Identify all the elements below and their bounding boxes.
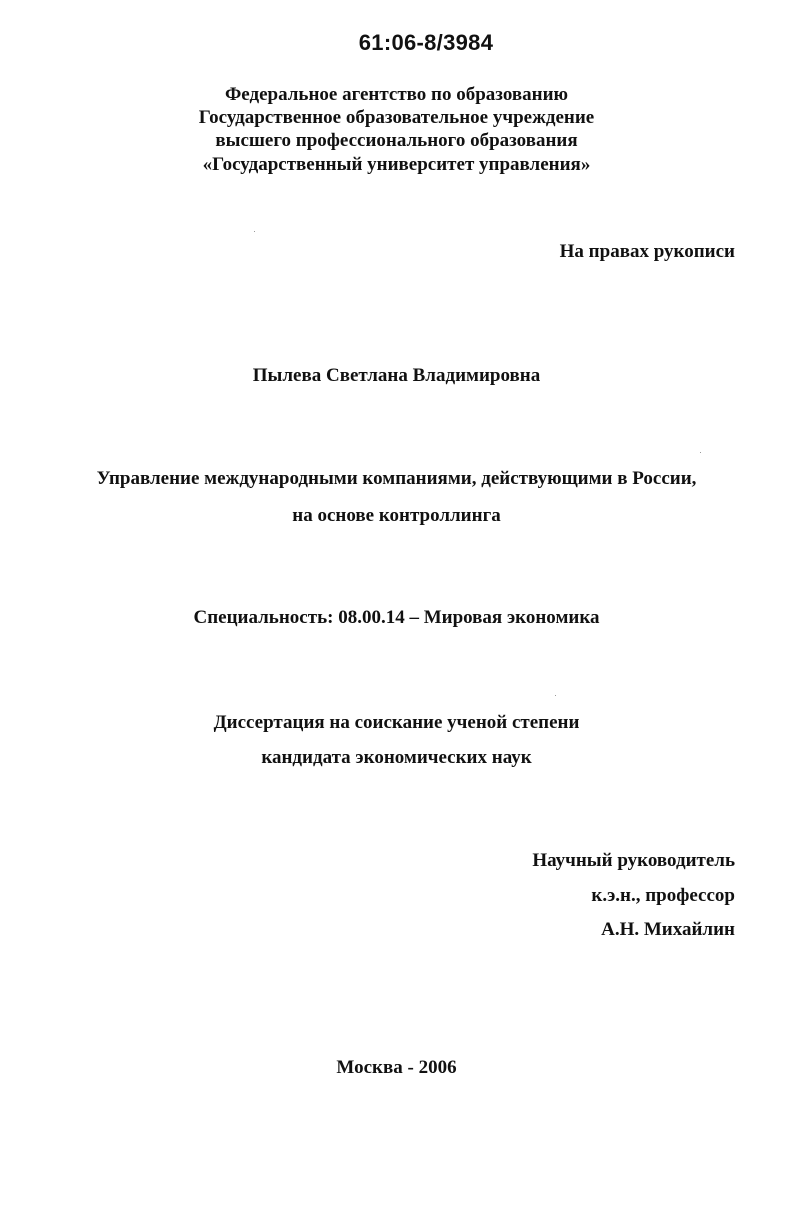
archive-stamp-number: 61:06-8/3984 xyxy=(358,30,494,55)
degree-line-2: кандидата экономических наук xyxy=(261,747,532,768)
org-line-2: Государственное образовательное учреждение xyxy=(198,107,595,128)
org-line-4: «Государственный университет управления» xyxy=(202,154,591,175)
supervisor-name: А.Н. Михайлин xyxy=(601,919,735,940)
scan-speck xyxy=(700,452,701,453)
place-and-year: Москва - 2006 xyxy=(336,1057,457,1078)
supervisor-role: Научный руководитель xyxy=(532,850,735,871)
org-line-1: Федеральное агентство по образованию xyxy=(224,84,569,105)
author-name: Пылева Светлана Владимировна xyxy=(252,365,541,386)
specialty-line: Специальность: 08.00.14 – Мировая экономика xyxy=(193,607,600,628)
manuscript-rights-note: На правах рукописи xyxy=(559,241,735,262)
degree-line-1: Диссертация на соискание ученой степени xyxy=(213,712,580,733)
scan-speck xyxy=(555,695,556,696)
supervisor-rank: к.э.н., профессор xyxy=(591,885,735,906)
org-line-3: высшего профессионального образования xyxy=(215,130,578,151)
scan-speck xyxy=(254,231,255,232)
title-line-1: Управление международными компаниями, действующими в России, xyxy=(96,468,697,489)
title-line-2: на основе контроллинга xyxy=(292,505,501,526)
